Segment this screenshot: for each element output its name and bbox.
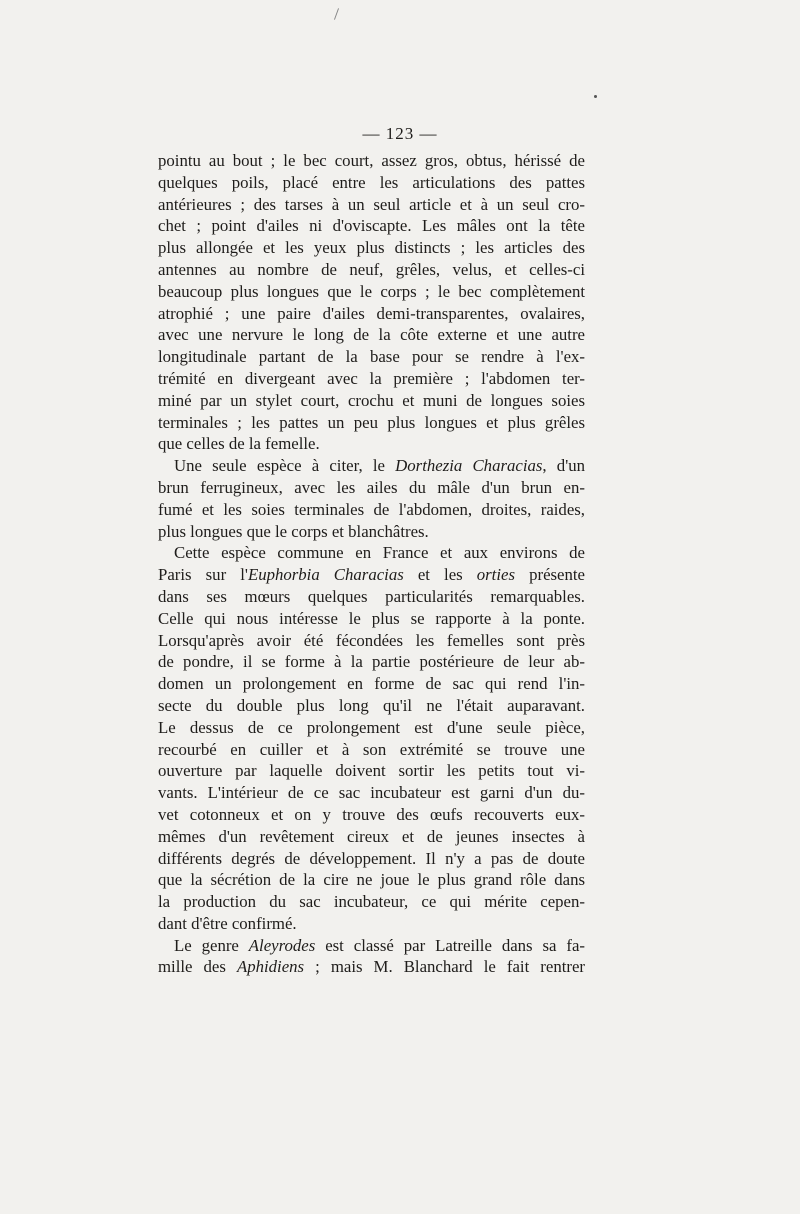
text-line: différents degrés de développement. Il n'y a pas de doute xyxy=(158,848,585,868)
text-line: plus longues que le corps et blanchâtres. xyxy=(158,521,429,541)
text-line: atrophié ; une paire d'ailes demi-transparentes, ovalaires, xyxy=(158,303,585,323)
text-line: mille des Aphidiens ; mais M. Blanchard le fait rentrer xyxy=(158,957,585,977)
text-line: ouverture par laquelle doivent sortir les petits tout vi- xyxy=(158,761,585,781)
text-line: antérieures ; des tarses à un seul article et à un seul cro- xyxy=(158,194,585,214)
text-line: fumé et les soies terminales de l'abdomen, droites, raides, xyxy=(158,499,585,519)
text-line: Cette espèce commune en France et aux environs de xyxy=(174,543,585,563)
text-line: Une seule espèce à citer, le Dorthezia Characias, d'un xyxy=(174,456,586,476)
paragraph-1 xyxy=(158,150,585,455)
ink-dot xyxy=(594,95,597,98)
page-number: — 123 — xyxy=(362,124,438,143)
text-line: pointu au bout ; le bec court, assez gros, obtus, hérissé de xyxy=(158,151,585,170)
text-line: secte du double plus long qu'il ne l'était auparavant. xyxy=(158,695,585,715)
text-line: Le dessus de ce prolongement est d'une seule pièce, xyxy=(158,717,585,737)
text-line: mêmes d'un revêtement cireux et de jeunes insectes à xyxy=(158,826,585,846)
page-body xyxy=(158,150,585,978)
text-line: trémité en divergeant avec la première ; l'abdomen ter- xyxy=(158,368,585,388)
text-line: beaucoup plus longues que le corps ; le bec complètement xyxy=(158,281,585,301)
text-line: antennes au nombre de neuf, grêles, velus, et celles-ci xyxy=(158,259,585,279)
text-line: que celles de la femelle. xyxy=(158,434,320,454)
text-line: Le genre Aleyrodes est classé par Latreille dans sa fa- xyxy=(174,935,586,955)
text-line: Lorsqu'après avoir été fécondées les femelles sont près xyxy=(158,630,585,650)
text-line: longitudinale partant de la base pour se rendre à l'ex- xyxy=(158,347,585,367)
paper-mark xyxy=(334,8,339,20)
paragraph-2 xyxy=(158,455,585,542)
text-line: avec une nervure le long de la côte externe et une autre xyxy=(158,325,585,345)
text-line: Paris sur l'Euphorbia Characias et les orties présente xyxy=(158,565,585,585)
text-line: recourbé en cuiller et à son extrémité se trouve une xyxy=(158,739,585,759)
paragraph-4 xyxy=(158,935,585,979)
text-line: dant d'être confirmé. xyxy=(158,913,297,933)
text-line: vants. L'intérieur de ce sac incubateur est garni d'un du- xyxy=(158,783,585,803)
text-line: dans ses mœurs quelques particularités remarquables. xyxy=(158,586,585,606)
text-line: domen un prolongement en forme de sac qui rend l'in- xyxy=(158,674,585,694)
text-line: miné par un stylet court, crochu et muni de longues soies xyxy=(158,390,585,410)
text-line: de pondre, il se forme à la partie postérieure de leur ab- xyxy=(158,652,585,672)
text-line: Celle qui nous intéresse le plus se rapporte à la ponte. xyxy=(158,608,585,628)
text-line: que la sécrétion de la cire ne joue le plus grand rôle dans xyxy=(158,870,585,890)
text-line: la production du sac incubateur, ce qui mérite cepen- xyxy=(158,892,585,912)
text-line: brun ferrugineux, avec les ailes du mâle d'un brun en- xyxy=(158,477,585,497)
text-line: terminales ; les pattes un peu plus longues et plus grêles xyxy=(158,412,585,432)
text-line: plus allongée et les yeux plus distincts ; les articles des xyxy=(158,238,585,258)
text-line: quelques poils, placé entre les articulations des pattes xyxy=(158,172,585,192)
text-line: chet ; point d'ailes ni d'oviscapte. Les mâles ont la tête xyxy=(158,216,585,236)
text-line: vet cotonneux et on y trouve des œufs recouverts eux- xyxy=(158,804,585,824)
paragraph-3 xyxy=(158,542,585,934)
